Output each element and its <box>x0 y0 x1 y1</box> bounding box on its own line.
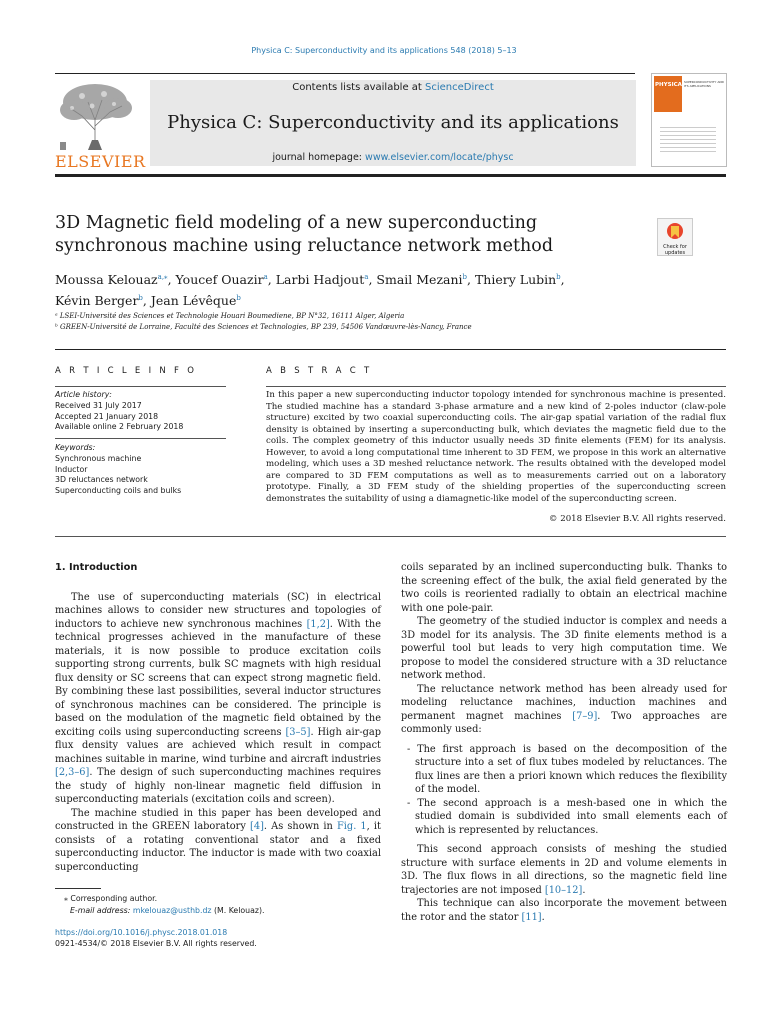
history-online: Available online 2 February 2018 <box>55 422 184 432</box>
reference-link[interactable]: [4] <box>250 821 264 832</box>
abstract-rule <box>266 386 726 387</box>
section-heading-introduction: 1. Introduction <box>55 562 138 573</box>
issn-copyright: 0921-4534/© 2018 Elsevier B.V. All rights reserved. <box>55 939 257 948</box>
list-item: - The second approach is a mesh-based one in which the studied domain is subdivided into small elements each of which is represented by reluctances. <box>407 797 727 836</box>
check-label: Check for updates <box>663 244 687 256</box>
abstract-bottom-rule <box>55 536 726 537</box>
history-label: Article history: <box>55 390 112 399</box>
author[interactable]: Smail Mezani$^b$ <box>376 272 468 288</box>
keyword: Superconducting coils and bulks <box>55 486 182 496</box>
affiliation-a: ᵃ LSEI-Université des Sciences et Technologie Houari Boumediene, BP N°32, 16111 Alger, Algeria <box>55 312 405 320</box>
author[interactable]: Larbi Hadjout$^a$ <box>275 272 369 288</box>
publisher-name: ELSEVIER <box>55 152 146 171</box>
abstract-copyright: © 2018 Elsevier B.V. All rights reserved. <box>548 514 726 524</box>
approach-list <box>401 743 727 838</box>
homepage-link[interactable]: www.elsevier.com/locate/physc <box>365 152 514 163</box>
sciencedirect-link[interactable]: ScienceDirect <box>425 82 494 93</box>
homepage-prefix: journal homepage: <box>272 152 363 163</box>
keyword: 3D reluctances network <box>55 475 148 485</box>
reference-link[interactable]: [11] <box>521 911 542 923</box>
journal-title: Physica C: Superconductivity and its applications <box>167 112 619 133</box>
homepage-line <box>150 152 636 163</box>
article-history <box>55 390 183 433</box>
masthead-bottom-rule <box>55 174 726 177</box>
reference-link[interactable]: [7–9] <box>572 710 598 722</box>
keywords-block <box>55 443 181 497</box>
affiliation-b: ᵇ GREEN-Université de Lorraine, Faculté des Sciences et Technologies, BP 239, 54506 Vandœuvre-lès-Nancy, France <box>55 323 472 331</box>
reference-link[interactable]: [10–12] <box>544 884 583 896</box>
check-for-updates-badge[interactable] <box>657 218 693 256</box>
intro-paragraph-2: The machine studied in this paper has been developed and constructed in the GREEN laboratory [4]. As shown in Fig. 1, it consists of a rotating conventional stator and a fixed superconducting inductor. The inductor is made with two coaxial superconducting <box>55 807 381 873</box>
left-column <box>55 561 381 874</box>
keyword: Synchronous machine <box>55 453 142 463</box>
cover-body-lines <box>660 124 716 152</box>
keywords-rule <box>55 438 226 439</box>
corresponding-author-note: ⁎ Corresponding author. <box>64 894 158 903</box>
author[interactable]: Kévin Berger$^b$ <box>55 293 143 309</box>
abstract-heading: A B S T R A C T <box>266 366 372 376</box>
article-info-rule <box>55 386 226 387</box>
elsevier-tree-logo <box>52 80 138 152</box>
history-accepted: Accepted 21 January 2018 <box>55 411 159 421</box>
contents-line <box>150 82 636 93</box>
intro-paragraph-1: The use of superconducting materials (SC) in electrical machines allows to consider new structures and topologies of inductors to achieve new synchronous machines [1,2]. With the technical progresses achieved in the manufacture of these materials, it is now possible to produce excitation coils supporting strong currents, bulk SC magnets with high residual flux density or SC screens that can expect strong magnetic field. By combining these last possibilities, several inductor structures of synchronous machines can be considered. The principle is based on the modulation of the magnetic field obtained by the exciting coils using superconducting screens [3–5]. High air-gap flux density values are achieved which result in compact machines suitable in marine, wind turbine and aircraft industries [2,3–6]. The design of such superconducting machines requires the study of highly non-linear magnetic field diffusion in superconducting materials (excitation coils and screen). <box>55 591 382 805</box>
keywords-label: Keywords: <box>55 443 96 452</box>
affiliation-rule <box>55 349 726 350</box>
author[interactable]: Thiery Lubin$^b$ <box>474 272 561 288</box>
author[interactable]: Jean Lévêque$^b$ <box>150 293 241 309</box>
contents-prefix: Contents lists available at <box>292 82 422 93</box>
author[interactable]: Moussa Kelouaz$^{a,⁎}$ <box>55 272 168 288</box>
abstract-text: In this paper a new superconducting inductor topology intended for synchronous machine is presented. The studied machine has a standard 3-phase armature and a new kind of 2-poles inductor (claw-pole structure) excited by two coaxial superconducting coils. The air-gap spatial variation of the radial flux density is obtained by inserting a superconducting bulk, which deviates the magnetic field due to the coils. The complex geometry of this inductor usually needs 3D finite elements (FEM) for its analysis. However, to avoid a long computational time inherent to 3D FEM, we propose in this work an alternative modeling, which uses a 3D meshed reluctance network. The results obtained with the developed model are compared to 3D FEM computations as well as to measurements carried out on a laboratory prototype. Finally, a 3D FEM study of the shielding properties of the superconducting screen demonstrates the suitability of using a diamagnetic-like model of the superconducting screen. <box>266 390 726 504</box>
right-column <box>401 561 727 924</box>
intro-paragraph-4: The reluctance network method has been already used for modeling reluctance machines, induction machines and permanent magnet machines [7–9]. Two approaches are commonly used: <box>401 683 727 735</box>
cover-word: PHYSICA <box>655 82 682 88</box>
article-info-heading: A R T I C L E I N F O <box>55 366 197 376</box>
masthead-box <box>150 80 636 166</box>
author[interactable]: Youcef Ouazir$^a$ <box>175 272 268 288</box>
masthead-top-rule <box>55 73 635 74</box>
doi-link[interactable]: https://doi.org/10.1016/j.physc.2018.01.018 <box>55 928 228 937</box>
cover-sub: SUPERCONDUCTIVITY AND ITS APPLICATIONS <box>684 80 724 88</box>
intro-paragraph-2-cont: coils separated by an inclined superconducting bulk. Thanks to the screening effect of the bulk, the axial field generated by the two coils is reoriented radially to obtain an electrical machine with one pole-pair. <box>401 562 727 614</box>
intro-paragraph-3: The geometry of the studied inductor is complex and needs a 3D model for its analysis. The 3D finite elements method is a powerful tool but leads to very high computation time. We propose to model the considered structure with a 3D reluctance network method. <box>401 616 727 681</box>
email-link[interactable]: mkelouaz@usthb.dz <box>132 906 212 915</box>
journal-citation[interactable]: Physica C: Superconductivity and its applications 548 (2018) 5–13 <box>251 46 517 55</box>
list-item: - The first approach is based on the decomposition of the structure into a set of flux tubes modeled by reluctances. The flux lines are then a priori known which reduces the flexibility of the model. <box>407 743 727 795</box>
history-received: Received 31 July 2017 <box>55 400 142 410</box>
journal-cover-thumbnail[interactable] <box>651 73 727 167</box>
footnote-rule <box>55 888 101 889</box>
reference-link[interactable]: [1,2] <box>306 618 330 630</box>
figure-link[interactable]: Fig. 1 <box>337 821 367 832</box>
reference-link[interactable]: [3–5] <box>285 726 311 738</box>
author-list: Moussa Kelouaz$^{a,⁎}$, Youcef Ouazir$^a$, Larbi Hadjout$^a$, Smail Mezani$^b$, Thiery Lubin$^b$, Kévin Berger$^b$, Jean Lévêque$^b$ <box>55 272 565 309</box>
intro-paragraph-6: This technique can also incorporate the movement between the rotor and the stator [11]. <box>401 898 727 923</box>
intro-paragraph-5: This second approach consists of meshing the studied structure with surface elements in 2D and volume elements in 3D. The flux flows in all directions, so the magnetic field line trajectories are not imposed [10–12]. <box>401 844 727 896</box>
reference-link[interactable]: [2,3–6] <box>55 767 90 778</box>
article-title: 3D Magnetic field modeling of a new superconducting synchronous machine using reluctance network method <box>55 213 554 256</box>
email-note: E-mail address: mkelouaz@usthb.dz (M. Kelouaz). <box>70 906 265 915</box>
bookmark-icon <box>666 222 684 242</box>
keyword: Inductor <box>55 464 88 474</box>
